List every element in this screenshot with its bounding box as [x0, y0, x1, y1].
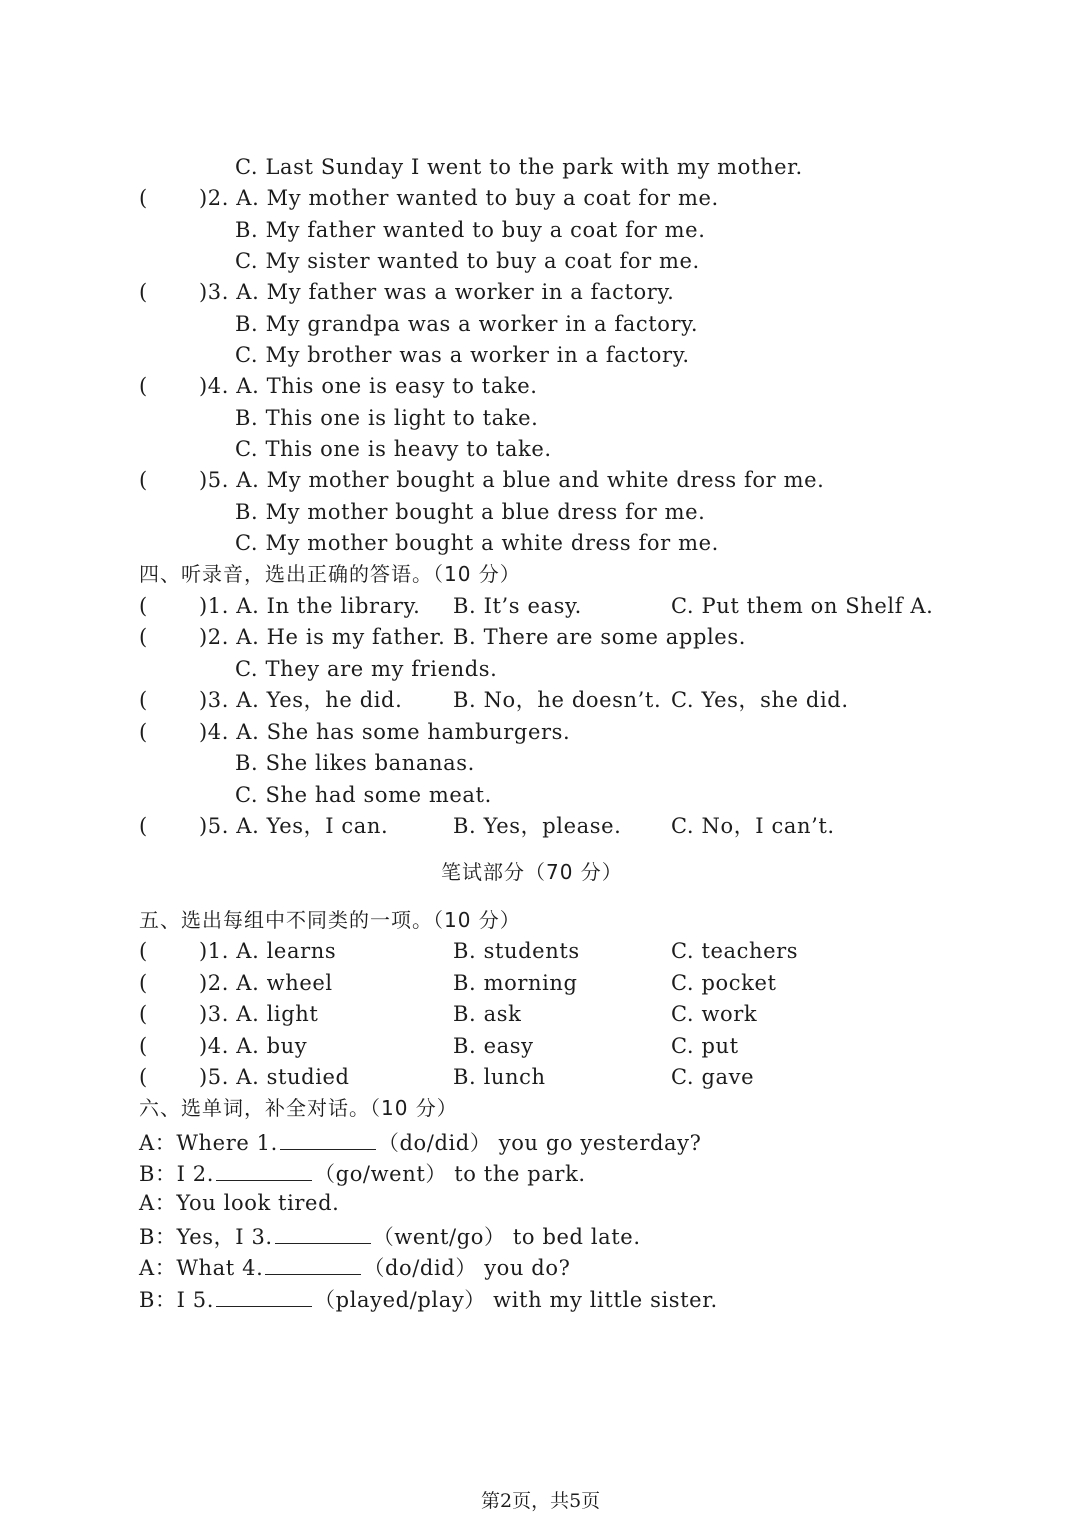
- s5-q3-option-b: B. ask: [453, 1002, 522, 1026]
- s5-q5-option-c: C. gave: [671, 1065, 755, 1089]
- answer-paren: (: [139, 688, 148, 712]
- s4-q5-option-a: )5. A. Yes，I can.: [199, 814, 389, 838]
- answer-paren: (: [139, 720, 148, 744]
- answer-paren: (: [139, 468, 148, 492]
- s4-q1-option-c: C. Put them on Shelf A.: [671, 594, 934, 618]
- s5-q4-option-b: B. easy: [453, 1034, 534, 1058]
- s3-q5-option-a: )5. A. My mother bought a blue and white dress for me.: [199, 468, 825, 492]
- s3-q5-option-b: B. My mother bought a blue dress for me.: [235, 500, 706, 524]
- s3-q2-option-b: B. My father wanted to buy a coat for me.: [235, 218, 706, 242]
- s4-q4-option-a: )4. A. She has some hamburgers.: [199, 720, 571, 744]
- dialogue-text: B：Yes，I 3.: [139, 1225, 273, 1249]
- dialogue-text: （do/did） you go yesterday?: [377, 1131, 702, 1155]
- s4-q1-option-a: )1. A. In the library.: [199, 594, 421, 618]
- written-part-title: 笔试部分（70 分）: [441, 860, 623, 884]
- dialogue-line-5: [139, 1256, 570, 1279]
- answer-paren: (: [139, 1002, 148, 1026]
- s5-q2-option-a: )2. A. wheel: [199, 971, 333, 995]
- dialogue-line-2: [139, 1162, 586, 1185]
- s5-q1-option-b: B. students: [453, 939, 580, 963]
- s5-q2-option-c: C. pocket: [671, 971, 777, 995]
- s4-q5-option-c: C. No，I can’t.: [671, 814, 835, 838]
- s5-q5-option-b: B. lunch: [453, 1065, 546, 1089]
- dialogue-text: B：I 5.: [139, 1288, 215, 1312]
- s3-q4-option-a: )4. A. This one is easy to take.: [199, 374, 538, 398]
- dialogue-text: A：What 4.: [139, 1256, 264, 1280]
- answer-blank-3[interactable]: [275, 1225, 371, 1244]
- s3-q2-option-c: C. My sister wanted to buy a coat for me.: [235, 249, 700, 273]
- s4-q4-option-b: B. She likes bananas.: [235, 751, 475, 775]
- section-5-heading: 五、选出每组中不同类的一项。（10 分）: [139, 908, 521, 932]
- dialogue-line-3: A：You look tired.: [139, 1191, 340, 1215]
- s4-q1-option-b: B. It’s easy.: [453, 594, 582, 618]
- section-4-heading: 四、听录音，选出正确的答语。（10 分）: [139, 562, 521, 586]
- dialogue-text: A：Where 1.: [139, 1131, 278, 1155]
- answer-blank-2[interactable]: [216, 1162, 312, 1181]
- s5-q3-option-a: )3. A. light: [199, 1002, 319, 1026]
- dialogue-text: （do/did） you do?: [363, 1256, 571, 1280]
- answer-paren: (: [139, 280, 148, 304]
- s3-q3-option-c: C. My brother was a worker in a factory.: [235, 343, 690, 367]
- s5-q1-option-c: C. teachers: [671, 939, 799, 963]
- answer-blank-1[interactable]: [280, 1131, 376, 1150]
- section-6-heading: 六、选单词，补全对话。（10 分）: [139, 1096, 458, 1120]
- s3-q4-option-b: B. This one is light to take.: [235, 406, 539, 430]
- answer-blank-5[interactable]: [216, 1288, 312, 1307]
- answer-paren: (: [139, 1034, 148, 1058]
- answer-paren: (: [139, 625, 148, 649]
- s4-q4-option-c: C. She had some meat.: [235, 783, 492, 807]
- s3-q3-option-b: B. My grandpa was a worker in a factory.: [235, 312, 699, 336]
- dialogue-text: （played/play） with my little sister.: [314, 1288, 718, 1312]
- s5-q4-option-c: C. put: [671, 1034, 739, 1058]
- s3-q3-option-a: )3. A. My father was a worker in a factory.: [199, 280, 675, 304]
- answer-paren: (: [139, 1065, 148, 1089]
- answer-blank-4[interactable]: [265, 1256, 361, 1275]
- s4-q3-option-b: B. No，he doesn’t.: [453, 688, 662, 712]
- s4-q2-option-a: )2. A. He is my father.: [199, 625, 446, 649]
- s4-q2-option-b: B. There are some apples.: [453, 625, 746, 649]
- s5-q5-option-a: )5. A. studied: [199, 1065, 350, 1089]
- s3-q5-option-c: C. My mother bought a white dress for me.: [235, 531, 719, 555]
- s5-q1-option-a: )1. A. learns: [199, 939, 337, 963]
- s3-q1-option-c: C. Last Sunday I went to the park with my mother.: [235, 155, 803, 179]
- answer-paren: (: [139, 374, 148, 398]
- answer-paren: (: [139, 814, 148, 838]
- answer-paren: (: [139, 186, 148, 210]
- page-number-footer: 第2页，共5页: [481, 1490, 601, 1512]
- dialogue-text: B：I 2.: [139, 1162, 215, 1186]
- s4-q3-option-c: C. Yes，she did.: [671, 688, 849, 712]
- s4-q3-option-a: )3. A. Yes，he did.: [199, 688, 403, 712]
- s5-q3-option-c: C. work: [671, 1002, 758, 1026]
- s5-q2-option-b: B. morning: [453, 971, 578, 995]
- dialogue-text: （went/go） to bed late.: [372, 1225, 641, 1249]
- dialogue-line-1: [139, 1131, 701, 1154]
- s3-q4-option-c: C. This one is heavy to take.: [235, 437, 552, 461]
- dialogue-line-4: [139, 1225, 641, 1248]
- answer-paren: (: [139, 594, 148, 618]
- dialogue-text: （go/went） to the park.: [314, 1162, 586, 1186]
- s5-q4-option-a: )4. A. buy: [199, 1034, 308, 1058]
- s4-q5-option-b: B. Yes，please.: [453, 814, 622, 838]
- answer-paren: (: [139, 971, 148, 995]
- dialogue-line-6: [139, 1288, 718, 1311]
- s3-q2-option-a: )2. A. My mother wanted to buy a coat for me.: [199, 186, 719, 210]
- answer-paren: (: [139, 939, 148, 963]
- s4-q2-option-c: C. They are my friends.: [235, 657, 498, 681]
